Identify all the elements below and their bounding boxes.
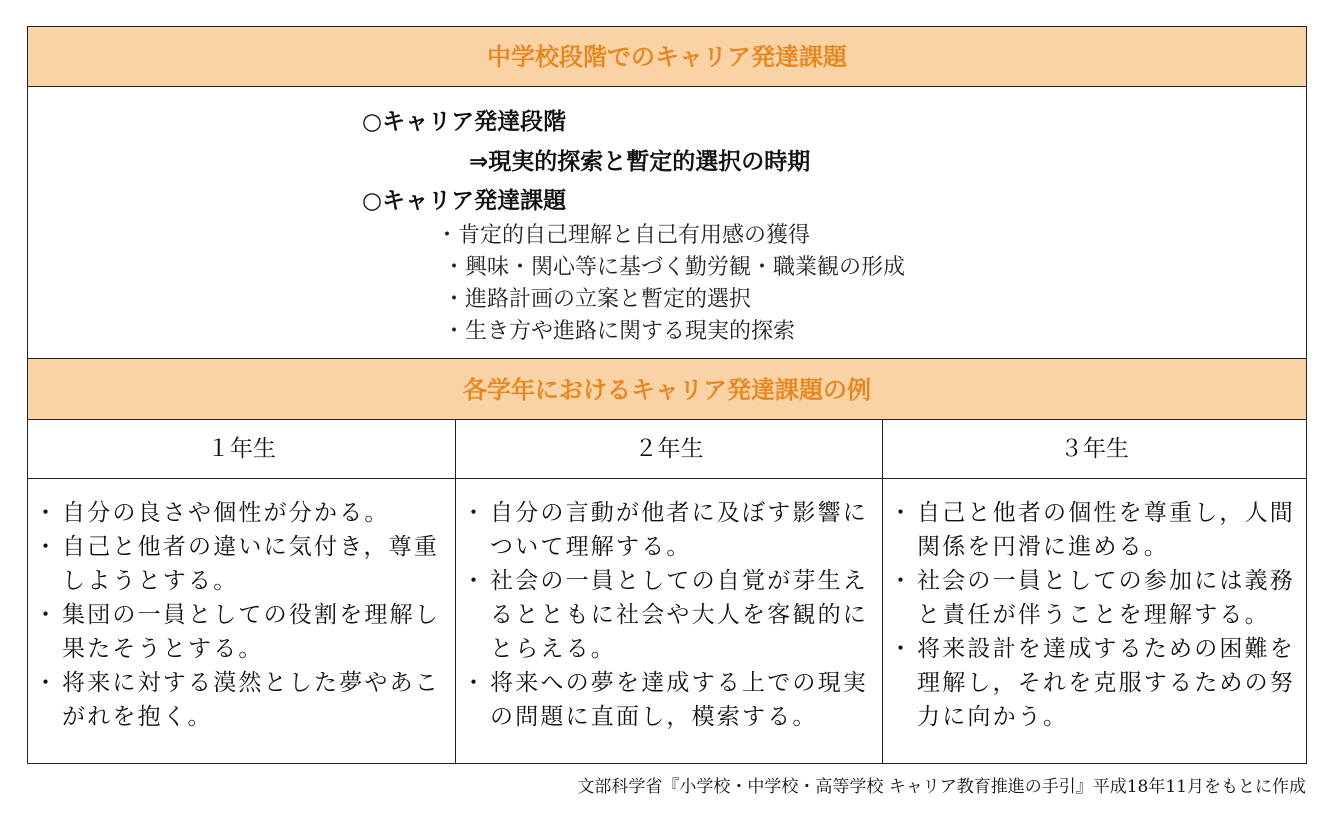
examples-title: 各学年におけるキャリア発達課題の例 [28, 358, 1306, 420]
grade-items [28, 479, 455, 734]
career-table [27, 26, 1307, 764]
source-note: 文部科学省『小学校・中学校・高等学校 キャリア教育推進の手引』平成18年11月をもとに作成 [577, 777, 1306, 797]
grade-column-3 [882, 420, 1306, 763]
grade-header: ３年生 [883, 420, 1306, 479]
grade-column-1 [28, 420, 455, 763]
grade-grid [28, 420, 1306, 763]
grade-column-2 [455, 420, 882, 763]
list-item: ・ 集団の一員としての役割を理解し果たそうとする。 [40, 598, 447, 666]
grade-items [456, 479, 882, 734]
main-title: 中学校段階でのキャリア発達課題 [28, 27, 1306, 87]
list-item: ・ 自分の言動が他者に及ぼす影響について理解する。 [468, 496, 874, 564]
grade-header: ２年生 [456, 420, 882, 479]
list-item: ・ 将来設計を達成するための困難を理解し，それを克服するための努力に向かう。 [895, 632, 1298, 734]
grade-items [883, 479, 1306, 734]
list-item: ・ 自分の良さや個性が分かる。 [40, 496, 447, 530]
list-item: ・ 社会の一員としての自覚が芽生えるとともに社会や大人を客観的にとらえる。 [468, 564, 874, 666]
list-item: ・ 社会の一員としての参加には義務と責任が伴うことを理解する。 [895, 564, 1298, 632]
task-item: ・生き方や進路に関する現実的探索 [443, 319, 796, 344]
stage-heading: ○キャリア発達段階 [362, 109, 567, 135]
task-item: ・興味・関心等に基づく勤労観・職業観の形成 [443, 255, 906, 280]
task-item: ・進路計画の立案と暫定的選択 [443, 287, 752, 312]
list-item: ・ 将来に対する漠然とした夢やあこがれを抱く。 [40, 666, 447, 734]
tasks-heading: ○キャリア発達課題 [362, 188, 567, 214]
list-item: ・ 自己と他者の個性を尊重し，人間関係を円滑に進める。 [895, 496, 1298, 564]
task-item: ・肯定的自己理解と自己有用感の獲得 [436, 223, 811, 248]
stage-value: ⇒現実的探索と暫定的選択の時期 [469, 149, 811, 175]
list-item: ・ 将来への夢を達成する上での現実の問題に直面し，模索する。 [468, 666, 874, 734]
list-item: ・ 自己と他者の違いに気付き，尊重しようとする。 [40, 530, 447, 598]
summary-section [28, 87, 1306, 358]
grade-header: １年生 [28, 420, 455, 479]
